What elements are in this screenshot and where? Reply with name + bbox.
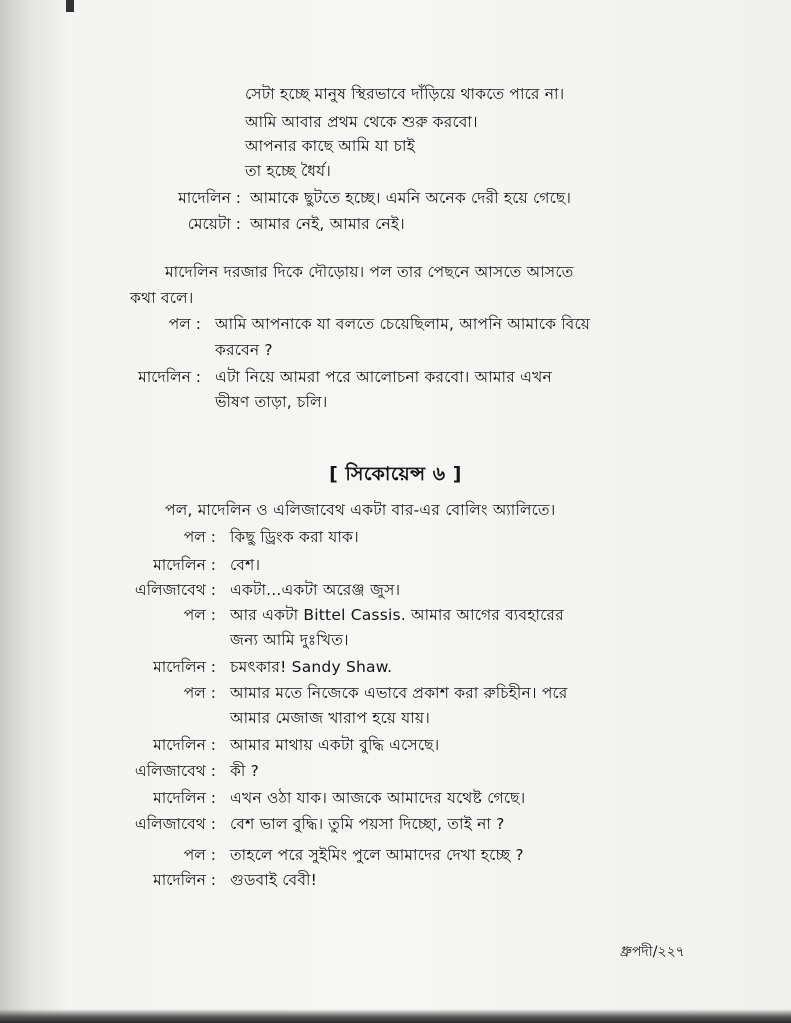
speaker-label: পল : [183, 606, 216, 624]
verse-line-2: আমি আবার প্রথম থেকে শুরু করবো। [245, 113, 478, 131]
dialogue-line: গুডবাই বেবী! [230, 871, 318, 889]
speaker-label: পল : [183, 684, 216, 702]
sequence-heading: [ সিকোয়েন্স ৬ ] [329, 463, 462, 485]
speaker-label: এলিজাবেথ : [134, 815, 216, 833]
binding-mark [66, 0, 74, 12]
verse-line-3: আপনার কাছে আমি যা চাই [245, 137, 416, 155]
speaker-label: মাদেলিন : [178, 189, 241, 207]
speaker-label: পল : [183, 528, 216, 546]
stage-direction-line-1: মাদেলিন দরজার দিকে দৌড়োয়। পল তার পেছনে আসতে আসতে [165, 263, 574, 281]
dialogue-line: একটা...একটা অরেঞ্জ জুস। [230, 581, 401, 599]
page-bottom-edge [0, 1009, 791, 1023]
dialogue-line: করবেন ? [215, 341, 273, 359]
dialogue-line: কিছু ড্রিংক করা যাক। [230, 528, 359, 546]
verse-line-1: সেটা হচ্ছে মানুষ স্থিরভাবে দাঁড়িয়ে থাকতে পারে না। [245, 85, 565, 103]
stage-direction-line-2: কথা বলে। [130, 289, 194, 307]
dialogue-line: কী ? [230, 762, 260, 780]
dialogue-line: বেশ ভাল বুদ্ধি। তুমি পয়সা দিচ্ছো, তাই না ? [230, 815, 505, 833]
speaker-label: মাদেলিন : [153, 658, 216, 676]
dialogue-line: এখন ওঠা যাক। আজকে আমাদের যথেষ্ট গেছে। [230, 789, 526, 807]
dialogue-line: চমৎকার! Sandy Shaw. [230, 658, 393, 676]
dialogue-line: আর একটা Bittel Cassis. আমার আগের ব্যবহারের [230, 606, 564, 624]
speaker-label: মাদেলিন : [153, 871, 216, 889]
dialogue-line: আমার মতে নিজেকে এভাবে প্রকাশ করা রুচিহীন। পরে [230, 684, 568, 702]
dialogue-line: আমার নেই, আমার নেই। [250, 215, 405, 233]
dialogue-line: এটা নিয়ে আমরা পরে আলোচনা করবো। আমার এখন [215, 368, 552, 386]
speaker-label: পল : [168, 315, 201, 333]
dialogue-line: আমার মেজাজ খারাপ হয়ে যায়। [230, 709, 430, 727]
dialogue-line: জন্য আমি দুঃখিত। [230, 631, 349, 649]
verse-line-4: তা হচ্ছে ধৈর্য। [245, 162, 332, 180]
speaker-label: এলিজাবেথ : [134, 762, 216, 780]
page-gutter-shadow [0, 0, 70, 1023]
speaker-label: পল : [183, 846, 216, 864]
dialogue-line: আমাকে ছুটতে হচ্ছে। এমনি অনেক দেরী হয়ে গেছে। [250, 189, 572, 207]
page-number: ধ্রুপদী/২২৭ [620, 944, 685, 960]
speaker-label: এলিজাবেথ : [134, 581, 216, 599]
speaker-label: মাদেলিন : [153, 556, 216, 574]
dialogue-line: ভীষণ তাড়া, চলি। [215, 393, 328, 411]
dialogue-line: আমি আপনাকে যা বলতে চেয়েছিলাম, আপনি আমাকে বিয়ে [215, 315, 591, 333]
dialogue-line: বেশ। [230, 556, 261, 574]
dialogue-line: আমার মাথায় একটা বুদ্ধি এসেছে। [230, 736, 440, 754]
speaker-label: মাদেলিন : [138, 368, 201, 386]
dialogue-line: তাহলে পরে সুইমিং পুলে আমাদের দেখা হচ্ছে ? [230, 846, 524, 864]
speaker-label: মেয়েটা : [187, 215, 241, 233]
speaker-label: মাদেলিন : [153, 736, 216, 754]
stage-direction: পল, মাদেলিন ও এলিজাবেথ একটা বার-এর বোলিং অ্যালিতে। [165, 501, 556, 519]
speaker-label: মাদেলিন : [153, 789, 216, 807]
